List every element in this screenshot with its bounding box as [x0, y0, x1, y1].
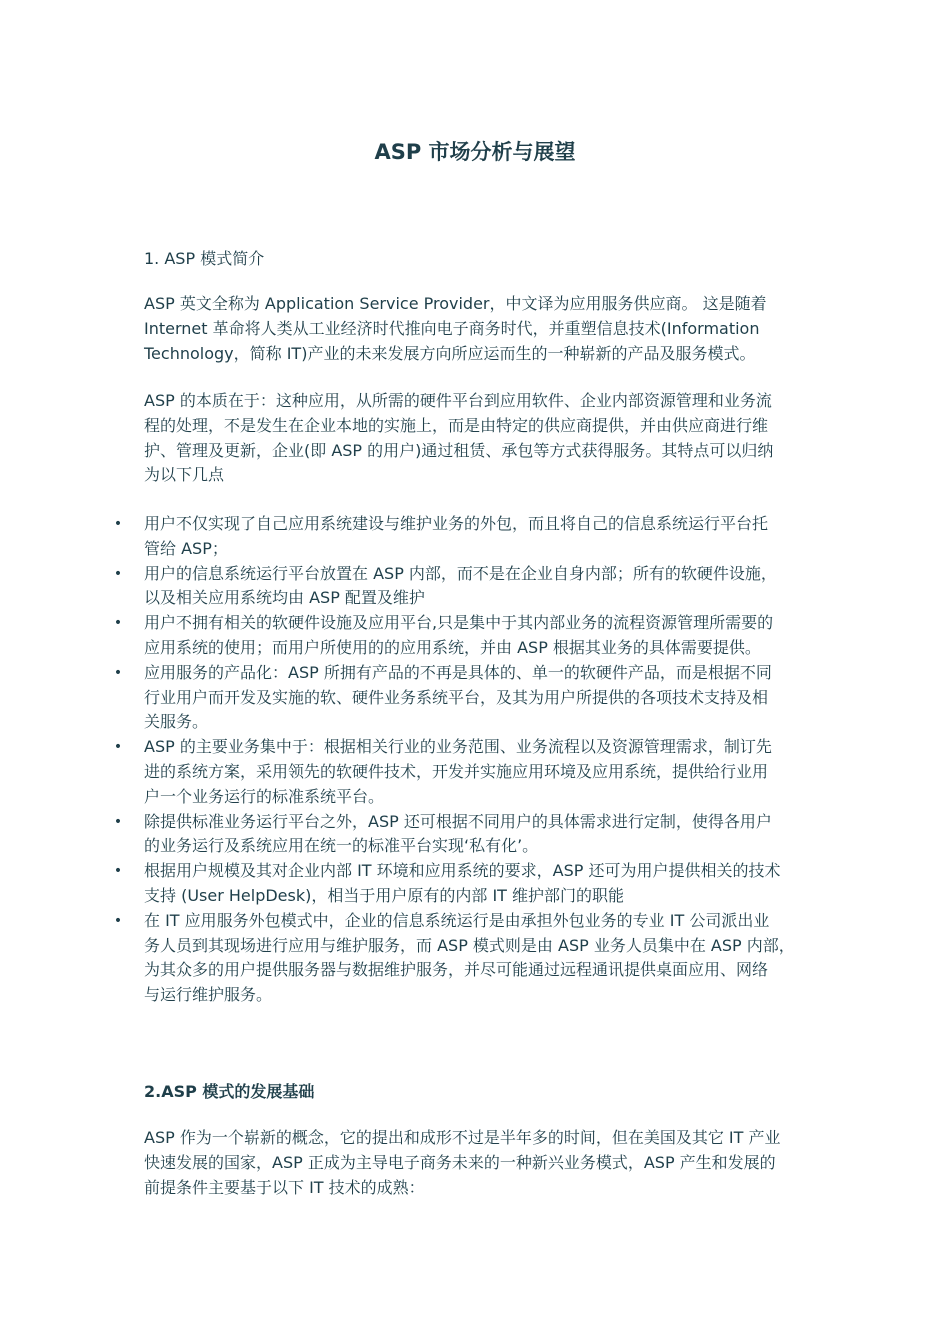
section-1-paragraph-1 [144, 292, 809, 366]
bullet-line: ASP 的主要业务集中于：根据相关行业的业务范围、业务流程以及资源管理需求，制订先 [144, 737, 772, 757]
bullet-icon: • [113, 863, 123, 880]
bullet-line: 务人员到其现场进行应用与维护服务，而 ASP 模式则是由 ASP 业务人员集中在 ASP 内部， [144, 935, 795, 955]
bullet-item [0, 859, 950, 909]
section-1-paragraph-2 [144, 389, 809, 488]
paragraph-line: ASP 英文全称为 Application Service Provider，中文译为应用服务供应商。 这是随着 [144, 294, 767, 313]
bullet-line: 应用系统的使用；而用户所使用的的应用系统，并由 ASP 根据其业务的具体需要提供。 [144, 637, 761, 657]
paragraph-line: 前提条件主要基于以下 IT 技术的成熟： [144, 1177, 425, 1197]
feature-bullet-list [0, 512, 950, 1008]
bullet-icon: • [113, 516, 123, 532]
section-2-paragraph-1 [144, 1126, 809, 1200]
bullet-icon: • [113, 739, 123, 756]
bullet-icon: • [113, 664, 123, 681]
paragraph-line: Internet 革命将人类从工业经济时代推向电子商务时代，并重塑信息技术(Information [144, 318, 760, 338]
bullet-line: 关服务。 [144, 712, 209, 732]
bullet-line: 行业用户而开发及实施的软、硬件业务系统平台，及其为用户所提供的各项技术支持及相 [144, 687, 769, 707]
bullet-item [0, 735, 950, 809]
bullet-line: 户一个业务运行的标准系统平台。 [144, 786, 385, 806]
bullet-line: 进的系统方案，采用领先的软硬件技术，开发并实施应用环境及应用系统，提供给行业用 [144, 761, 769, 781]
paragraph-line: 程的处理，不是发生在企业本地的实施上，而是由特定的供应商提供，并由供应商进行维 [144, 415, 769, 435]
bullet-line: 管给 ASP； [144, 538, 228, 558]
bullet-line: 支持 (User HelpDesk)，相当于用户原有的内部 IT 维护部门的职能 [144, 885, 625, 905]
bullet-item [0, 562, 950, 612]
bullet-item [0, 661, 950, 735]
bullet-icon: • [113, 813, 123, 830]
bullet-line: 应用服务的产品化：ASP 所拥有产品的不再是具体的、单一的软硬件产品，而是根据不同 [144, 662, 772, 682]
bullet-item [0, 810, 950, 860]
bullet-line: 在 IT 应用服务外包模式中，企业的信息系统运行是由承担外包业务的专业 IT 公司派出业 [144, 910, 770, 930]
paragraph-line: 护、管理及更新，企业(即 ASP 的用户)通过租赁、承包等方式获得服务。其特点可以归纳 [144, 440, 774, 460]
bullet-item [0, 909, 950, 1008]
bullet-line: 用户不拥有相关的软硬件设施及应用平台,只是集中于其内部业务的流程资源管理所需要的 [144, 613, 774, 633]
section-1-heading: 1. ASP 模式简介 [144, 249, 265, 268]
paragraph-line: 为以下几点 [144, 465, 225, 485]
bullet-icon: • [113, 565, 123, 582]
document-title: ASP 市场分析与展望 [374, 140, 576, 164]
paragraph-line: ASP 的本质在于：这种应用，从所需的硬件平台到应用软件、企业内部资源管理和业务流 [144, 391, 772, 410]
bullet-line: 的业务运行及系统应用在统一的标准平台实现‘私有化’。 [144, 836, 539, 856]
bullet-icon: • [113, 615, 123, 632]
bullet-line: 为其众多的用户提供服务器与数据维护服务，并尽可能通过远程通讯提供桌面应用、网络 [144, 960, 769, 980]
paragraph-line: 快速发展的国家，ASP 正成为主导电子商务未来的一种新兴业务模式，ASP 产生和发展的 [144, 1152, 776, 1172]
bullet-line: 除提供标准业务运行平台之外，ASP 还可根据不同用户的具体需求进行定制，使得各用户 [144, 811, 772, 831]
bullet-line: 用户不仅实现了自己应用系统建设与维护业务的外包，而且将自己的信息系统运行平台托 [144, 514, 769, 533]
bullet-line: 以及相关应用系统均由 ASP 配置及维护 [144, 588, 425, 608]
bullet-icon: • [113, 912, 123, 929]
section-2-heading: 2.ASP 模式的发展基础 [144, 1082, 315, 1101]
bullet-item [0, 512, 950, 562]
paragraph-line: Technology，简称 IT)产业的未来发展方向所应运而生的一种崭新的产品及服务模式。 [144, 343, 756, 363]
bullet-item [0, 611, 950, 661]
paragraph-line: ASP 作为一个崭新的概念，它的提出和成形不过是半年多的时间，但在美国及其它 IT 产业 [144, 1128, 781, 1147]
bullet-line: 用户的信息系统运行平台放置在 ASP 内部，而不是在企业自身内部；所有的软硬件设施， [144, 563, 777, 583]
bullet-line: 根据用户规模及其对企业内部 IT 环境和应用系统的要求，ASP 还可为用户提供相关的技术 [144, 861, 781, 881]
bullet-line: 与运行维护服务。 [144, 985, 273, 1005]
